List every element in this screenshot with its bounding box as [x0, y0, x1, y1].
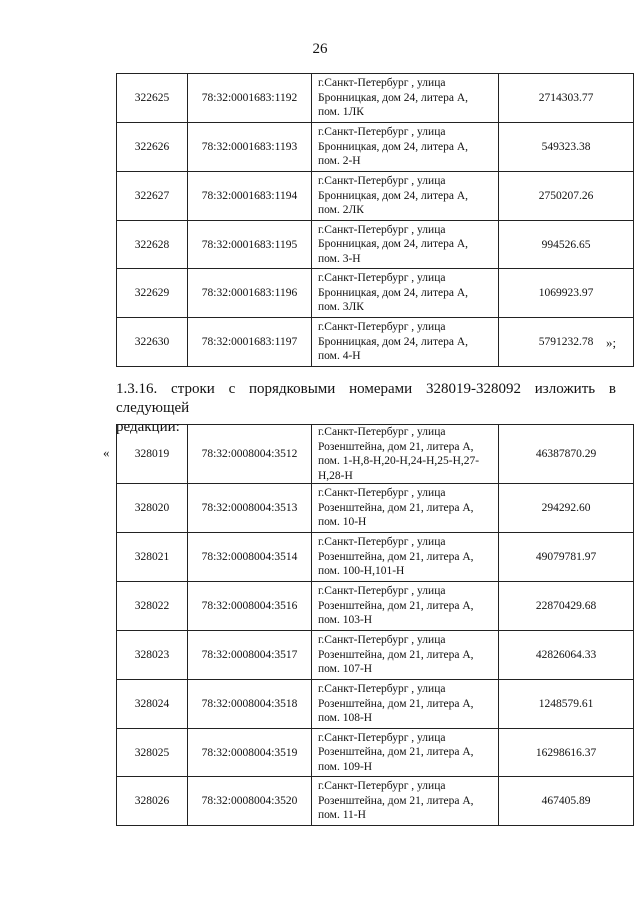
address-line: г.Санкт-Петербург , улица [318, 175, 446, 188]
cadastral-value-cell: 467405.89 [499, 777, 634, 826]
address-line: Розенштейна, дом 21, литера А, [318, 697, 474, 710]
address-line: Розенштейна, дом 21, литера А, [318, 794, 474, 807]
address-line: пом. 103-Н [318, 614, 373, 627]
row-number-cell: 328025 [117, 729, 188, 777]
table-row [117, 484, 634, 533]
address-cell [312, 533, 499, 582]
address-line: Розенштейна, дом 21, литера А, [318, 648, 474, 661]
property-table-2 [116, 424, 634, 826]
table-row [117, 582, 634, 631]
cadastral-number-cell: 78:32:0001683:1196 [188, 269, 312, 318]
table-row [117, 269, 634, 318]
paragraph-line-1: 1.3.16. строки с порядковыми номерами 328019-328092 изложить в следующей [116, 381, 616, 416]
row-number-cell: 322626 [117, 123, 188, 172]
address-cell [312, 74, 499, 123]
address-line: пом. 1ЛК [318, 106, 364, 119]
table-row [117, 425, 634, 484]
cadastral-value-cell: 2714303.77 [499, 74, 634, 123]
address-cell [312, 425, 499, 484]
cadastral-number-cell: 78:32:0008004:3513 [188, 484, 312, 533]
cadastral-number-cell: 78:32:0008004:3519 [188, 729, 312, 777]
address-line: пом. 4-Н [318, 350, 361, 363]
cadastral-value-cell: 1069923.97 [499, 269, 634, 318]
address-cell [312, 680, 499, 729]
address-cell [312, 172, 499, 221]
address-cell [312, 582, 499, 631]
cadastral-number-cell: 78:32:0001683:1193 [188, 123, 312, 172]
address-line: пом. 3-Н [318, 252, 361, 265]
cadastral-value-cell: 994526.65 [499, 221, 634, 269]
address-line: пом. 1-Н,8-Н,20-Н,24-Н,25-Н,27- [318, 455, 480, 467]
cadastral-value-cell: 16298616.37 [499, 729, 634, 777]
address-cell [312, 269, 499, 318]
cadastral-number-cell: 78:32:0008004:3517 [188, 631, 312, 680]
address-line: г.Санкт-Петербург , улица [318, 487, 446, 500]
address-line: г.Санкт-Петербург , улица [318, 634, 446, 647]
paragraph-line-2: редакции: [116, 419, 180, 435]
address-cell [312, 484, 499, 533]
address-line: пом. 2ЛК [318, 204, 364, 217]
address-line: пом. 100-Н,101-Н [318, 565, 405, 578]
table-row [117, 777, 634, 826]
table-row [117, 74, 634, 123]
cadastral-value-cell: 294292.60 [499, 484, 634, 533]
cadastral-value-cell: 549323.38 [499, 123, 634, 172]
row-number-cell: 328019 [117, 425, 188, 484]
address-line: г.Санкт-Петербург , улица [318, 321, 446, 334]
address-line: пом. 107-Н [318, 663, 373, 676]
cadastral-value-cell: 42826064.33 [499, 631, 634, 680]
address-line: пом. 2-Н [318, 155, 361, 168]
address-line: Бронницкая, дом 24, литера А, [318, 238, 468, 251]
cadastral-number-cell: 78:32:0001683:1195 [188, 221, 312, 269]
table-row [117, 533, 634, 582]
address-line: г.Санкт-Петербург , улица [318, 126, 446, 139]
row-number-cell: 322630 [117, 318, 188, 367]
row-number-cell: 322629 [117, 269, 188, 318]
address-line: г.Санкт-Петербург , улица [318, 77, 446, 90]
address-line: пом. 108-Н [318, 712, 373, 725]
row-number-cell: 322628 [117, 221, 188, 269]
closing-quote-mark: »; [606, 335, 617, 350]
address-line: Н,28-Н [318, 469, 353, 482]
address-line: Розенштейна, дом 21, литера А, [318, 550, 474, 563]
address-line: Розенштейна, дом 21, литера А, [318, 746, 474, 759]
address-line: г.Санкт-Петербург , улица [318, 683, 446, 696]
property-table-1 [116, 73, 634, 367]
cadastral-value-cell: 46387870.29 [499, 425, 634, 484]
address-line: Розенштейна, дом 21, литера А, [318, 440, 474, 453]
address-cell [312, 729, 499, 777]
table-row [117, 680, 634, 729]
address-line: пом. 10-Н [318, 516, 367, 529]
row-number-cell: 328024 [117, 680, 188, 729]
address-line: Бронницкая, дом 24, литера А, [318, 189, 468, 202]
cadastral-number-cell: 78:32:0001683:1197 [188, 318, 312, 367]
address-line: г.Санкт-Петербург , улица [318, 426, 446, 438]
address-cell [312, 123, 499, 172]
cadastral-number-cell: 78:32:0008004:3512 [188, 425, 312, 484]
row-number-cell: 328020 [117, 484, 188, 533]
address-line: пом. 109-Н [318, 760, 373, 773]
cadastral-number-cell: 78:32:0001683:1192 [188, 74, 312, 123]
cadastral-number-cell: 78:32:0008004:3516 [188, 582, 312, 631]
cadastral-number-cell: 78:32:0001683:1194 [188, 172, 312, 221]
page-number: 26 [312, 41, 328, 57]
address-line: г.Санкт-Петербург , улица [318, 536, 446, 549]
row-number-cell: 328021 [117, 533, 188, 582]
cadastral-value-cell: 2750207.26 [499, 172, 634, 221]
address-cell [312, 318, 499, 367]
row-number-cell: 322625 [117, 74, 188, 123]
table-row [117, 123, 634, 172]
address-line: пом. 11-Н [318, 809, 366, 822]
table-row [117, 221, 634, 269]
row-number-cell: 322627 [117, 172, 188, 221]
table-row [117, 729, 634, 777]
cadastral-value-cell: 49079781.97 [499, 533, 634, 582]
table-row [117, 172, 634, 221]
address-cell [312, 221, 499, 269]
address-line: Розенштейна, дом 21, литера А, [318, 501, 474, 514]
table-row [117, 318, 634, 367]
address-line: г.Санкт-Петербург , улица [318, 223, 446, 236]
cadastral-number-cell: 78:32:0008004:3514 [188, 533, 312, 582]
address-line: Розенштейна, дом 21, литера А, [318, 599, 474, 612]
address-line: г.Санкт-Петербург , улица [318, 272, 446, 285]
address-cell [312, 777, 499, 826]
row-number-cell: 328023 [117, 631, 188, 680]
cadastral-number-cell: 78:32:0008004:3518 [188, 680, 312, 729]
cadastral-number-cell: 78:32:0008004:3520 [188, 777, 312, 826]
address-line: Бронницкая, дом 24, литера А, [318, 140, 468, 153]
address-line: Бронницкая, дом 24, литера А, [318, 91, 468, 104]
table-row [117, 631, 634, 680]
address-line: г.Санкт-Петербург , улица [318, 780, 446, 793]
address-line: г.Санкт-Петербург , улица [318, 585, 446, 598]
row-number-cell: 328022 [117, 582, 188, 631]
row-number-cell: 328026 [117, 777, 188, 826]
cadastral-value-cell: 5791232.78 [499, 318, 634, 367]
address-line: Бронницкая, дом 24, литера А, [318, 335, 468, 348]
address-line: г.Санкт-Петербург , улица [318, 731, 446, 744]
address-line: пом. 3ЛК [318, 301, 364, 314]
opening-quote-mark: « [103, 445, 110, 460]
address-cell [312, 631, 499, 680]
address-line: Бронницкая, дом 24, литера А, [318, 286, 468, 299]
cadastral-value-cell: 1248579.61 [499, 680, 634, 729]
cadastral-value-cell: 22870429.68 [499, 582, 634, 631]
